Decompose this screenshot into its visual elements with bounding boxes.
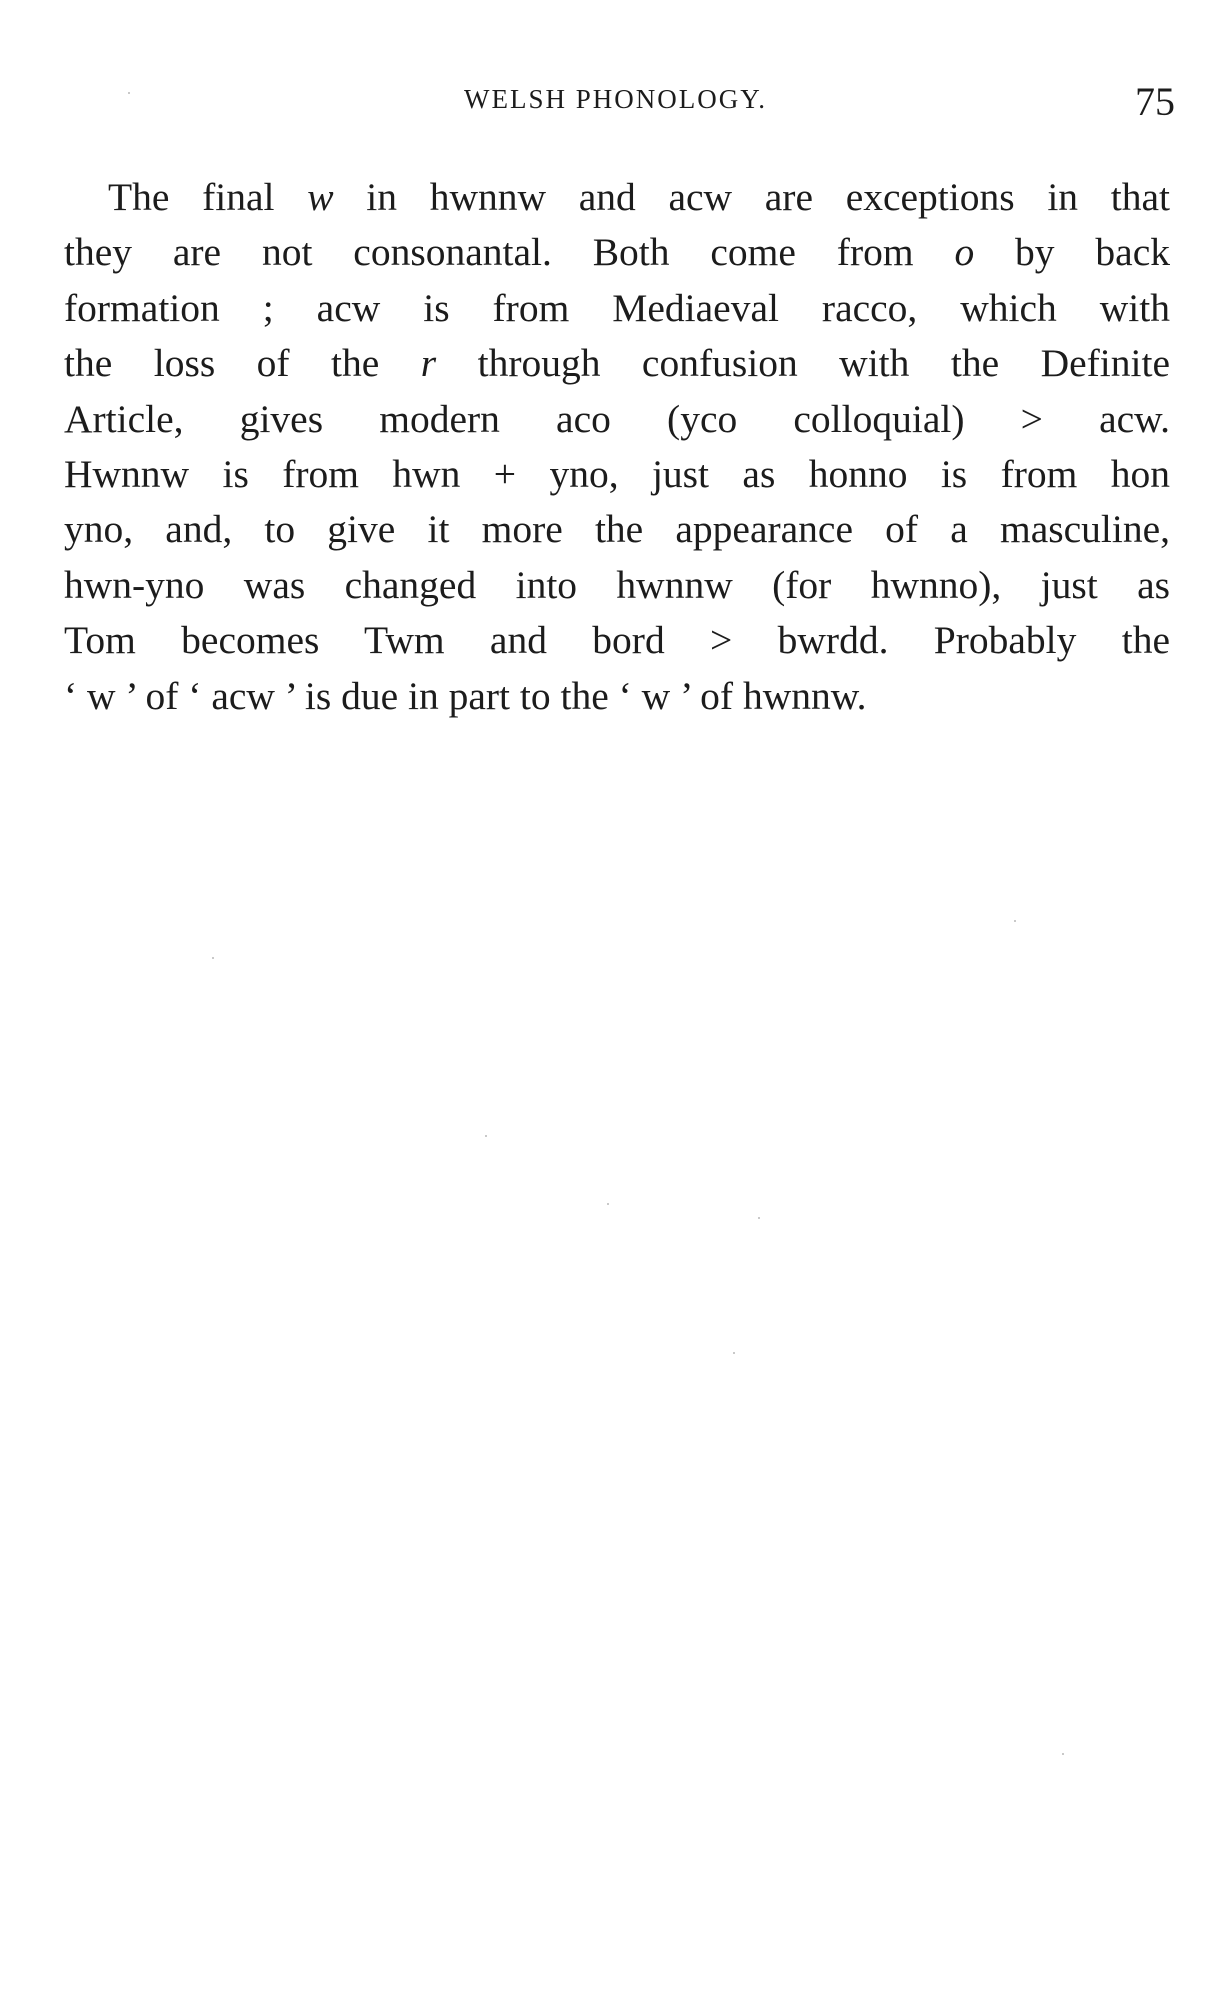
running-title: WELSH PHONOLOGY.: [463, 84, 767, 114]
scan-speck: [607, 1203, 609, 1205]
running-head: [0, 78, 1231, 128]
scan-speck: [128, 92, 130, 94]
scan-speck: [485, 1135, 487, 1137]
text-line: they are not consonantal. Both come from o by back: [64, 230, 1170, 275]
text-line: Tom becomes Twm and bord > bwrdd. Probably the: [64, 618, 1170, 663]
text-line: Article, gives modern aco (yco colloquial) > acw.: [64, 396, 1170, 441]
scan-speck: [733, 1352, 735, 1354]
scan-speck: [758, 1217, 760, 1219]
text-line: formation ; acw is from Mediaeval racco, which with: [64, 285, 1170, 330]
scan-speck: [212, 957, 214, 959]
text-line: The final w in hwnnw and acw are exceptions in that: [108, 175, 1170, 219]
body-paragraph: [64, 170, 1170, 724]
page-number: 75: [1135, 79, 1175, 124]
scan-speck: [1014, 920, 1016, 922]
text-line: yno, and, to give it more the appearance of a masculine,: [64, 507, 1170, 552]
text-line: ‘ w ’ of ‘ acw ’ is due in part to the ‘ w ’ of hwnnw.: [64, 673, 867, 718]
text-line: the loss of the r through confusion with the Definite: [64, 341, 1171, 386]
text-line: hwn-yno was changed into hwnnw (for hwnno), just as: [64, 562, 1170, 607]
scan-speck: [1062, 1753, 1064, 1755]
text-line: Hwnnw is from hwn + yno, just as honno is from hon: [64, 452, 1170, 497]
